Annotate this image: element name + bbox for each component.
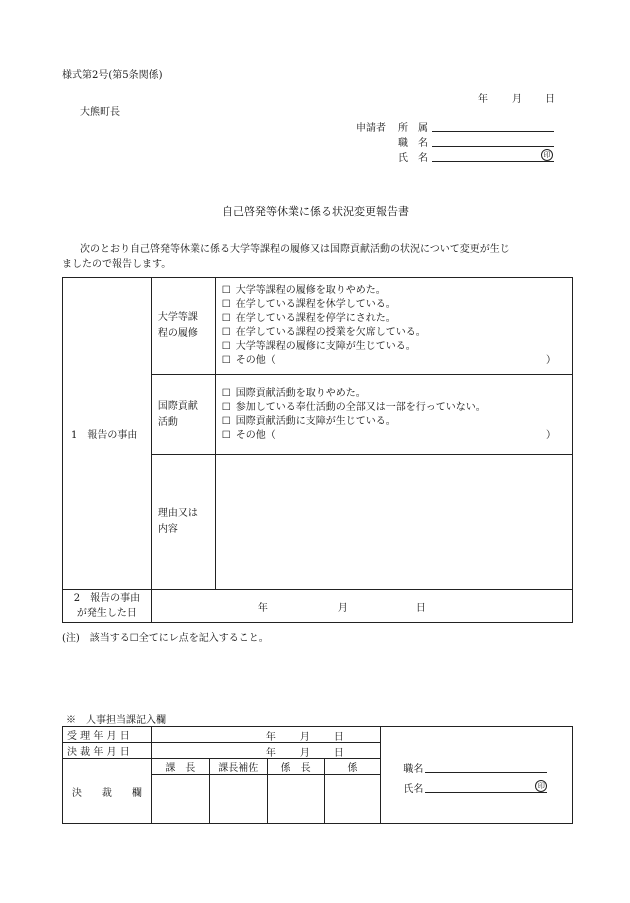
option-label: 在学している課程を休学している。	[235, 299, 396, 310]
form-id: 様式第2号(第5条関係)	[62, 70, 163, 81]
checkbox-option-other[interactable]	[216, 354, 572, 368]
decided-month: 月	[299, 748, 310, 759]
applicant-seal	[541, 149, 553, 161]
received-year: 年	[265, 732, 276, 743]
occurred-date-field[interactable]	[151, 590, 572, 623]
details-label-line1: 理由又は	[157, 508, 198, 519]
title-label: 職 名	[398, 138, 428, 149]
details-field[interactable]	[215, 455, 572, 590]
seal-mark: 印	[535, 780, 547, 792]
university-label	[151, 278, 215, 375]
reason-label: 1 報告の事由	[63, 278, 152, 590]
received-month: 月	[299, 732, 310, 743]
received-label: 受 理 年 月 日	[63, 727, 152, 743]
name-field[interactable]	[432, 161, 554, 162]
close-paren: ）	[546, 355, 556, 366]
column-assistant-chief: 課長補佐	[209, 759, 267, 775]
occurred-month: 月	[337, 603, 348, 614]
received-date-field[interactable]	[151, 727, 381, 743]
checkbox-option[interactable]	[216, 387, 572, 401]
hr-signature-cell	[381, 727, 573, 824]
hr-name-field[interactable]	[425, 792, 547, 793]
option-label: その他（	[235, 429, 276, 441]
option-label: 大学等課程の履修に支障が生じている。	[235, 341, 416, 352]
details-label-line2: 内容	[157, 524, 178, 535]
checkbox-option[interactable]	[216, 298, 572, 312]
university-label-line1: 大学等課	[157, 312, 198, 323]
checkbox[interactable]: ☐	[221, 401, 231, 413]
option-label: 在学している課程を停学にされた。	[235, 313, 396, 324]
dept-label: 所 属	[398, 123, 428, 134]
title-field[interactable]	[432, 146, 554, 147]
checkbox-option[interactable]	[216, 415, 572, 429]
checkbox[interactable]: ☐	[221, 355, 231, 366]
decided-label: 決 裁 年 月 日	[63, 743, 152, 759]
name-label: 氏 名	[398, 153, 428, 164]
occurred-year: 年	[257, 603, 268, 614]
checkbox-option[interactable]	[216, 340, 572, 354]
occurred-label-line1: 2 報告の事由	[73, 593, 141, 604]
date-month-label: 月	[512, 94, 522, 105]
option-label: 大学等課程の履修を取りやめた。	[235, 285, 386, 296]
column-section-chief: 課 長	[151, 759, 209, 775]
option-label: 在学している課程の授業を欠席している。	[235, 327, 426, 338]
checkbox-option[interactable]	[216, 326, 572, 340]
details-label	[151, 455, 215, 590]
international-options	[215, 375, 572, 455]
occurred-label	[63, 590, 152, 623]
international-label-line2: 活動	[157, 416, 178, 428]
approval-stamp-assistant-chief[interactable]	[209, 775, 267, 824]
occurred-day: 日	[415, 603, 426, 614]
approval-label: 決 裁 欄	[63, 759, 152, 824]
hr-title-label: 職名	[403, 764, 424, 775]
checkbox-option-other[interactable]	[216, 429, 572, 443]
report-table	[62, 277, 573, 623]
approval-stamp-staff[interactable]	[324, 775, 381, 824]
checkbox-option[interactable]	[216, 312, 572, 326]
hr-seal	[535, 780, 547, 792]
column-staff: 係	[324, 759, 381, 775]
hr-heading: ※ 人事担当課記入欄	[66, 715, 166, 726]
decided-date-field[interactable]	[151, 743, 381, 759]
intro-line-2: ましたので報告します。	[62, 259, 172, 270]
checkbox-option[interactable]	[216, 284, 572, 298]
option-label: 国際貢献活動を取りやめた。	[235, 387, 366, 399]
hr-table	[62, 726, 573, 824]
checkbox[interactable]: ☐	[221, 341, 231, 352]
addressee: 大熊町長	[80, 107, 120, 118]
checkbox[interactable]: ☐	[221, 415, 231, 427]
university-options	[215, 278, 572, 375]
column-subsection-chief: 係 長	[267, 759, 324, 775]
checkbox[interactable]: ☐	[221, 285, 231, 296]
approval-stamp-section-chief[interactable]	[151, 775, 209, 824]
note: (注) 該当する☐全てにレ点を記入すること。	[62, 633, 269, 644]
approval-stamp-subsection-chief[interactable]	[267, 775, 324, 824]
applicant-label: 申請者	[356, 123, 386, 134]
option-label: その他（	[235, 355, 276, 366]
option-label: 参加している奉仕活動の全部又は一部を行っていない。	[235, 401, 486, 413]
checkbox[interactable]: ☐	[221, 387, 231, 399]
date-day-label: 日	[545, 94, 555, 105]
intro-line-1: 次のとおり自己啓発等休業に係る大学等課程の履修又は国際貢献活動の状況について変更が生じ	[80, 244, 510, 255]
international-label-line1: 国際貢献	[157, 400, 198, 412]
hr-title-field[interactable]	[425, 772, 547, 773]
option-label: 国際貢献活動に支障が生じている。	[235, 415, 396, 427]
seal-mark: 印	[541, 149, 553, 161]
received-day: 日	[333, 732, 344, 743]
checkbox-option[interactable]	[216, 401, 572, 415]
dept-field[interactable]	[432, 131, 554, 132]
checkbox[interactable]: ☐	[221, 327, 231, 338]
decided-year: 年	[265, 748, 276, 759]
doc-title: 自己啓発等休業に係る状況変更報告書	[222, 205, 409, 218]
date-year-label: 年	[478, 94, 488, 105]
international-label	[151, 375, 215, 455]
occurred-label-line2: が発生した日	[76, 608, 137, 619]
close-paren: ）	[546, 429, 556, 441]
decided-day: 日	[333, 748, 344, 759]
university-label-line2: 程の履修	[157, 328, 198, 339]
checkbox[interactable]: ☐	[221, 429, 231, 441]
checkbox[interactable]: ☐	[221, 313, 231, 324]
checkbox[interactable]: ☐	[221, 299, 231, 310]
hr-name-label: 氏名	[403, 784, 424, 795]
